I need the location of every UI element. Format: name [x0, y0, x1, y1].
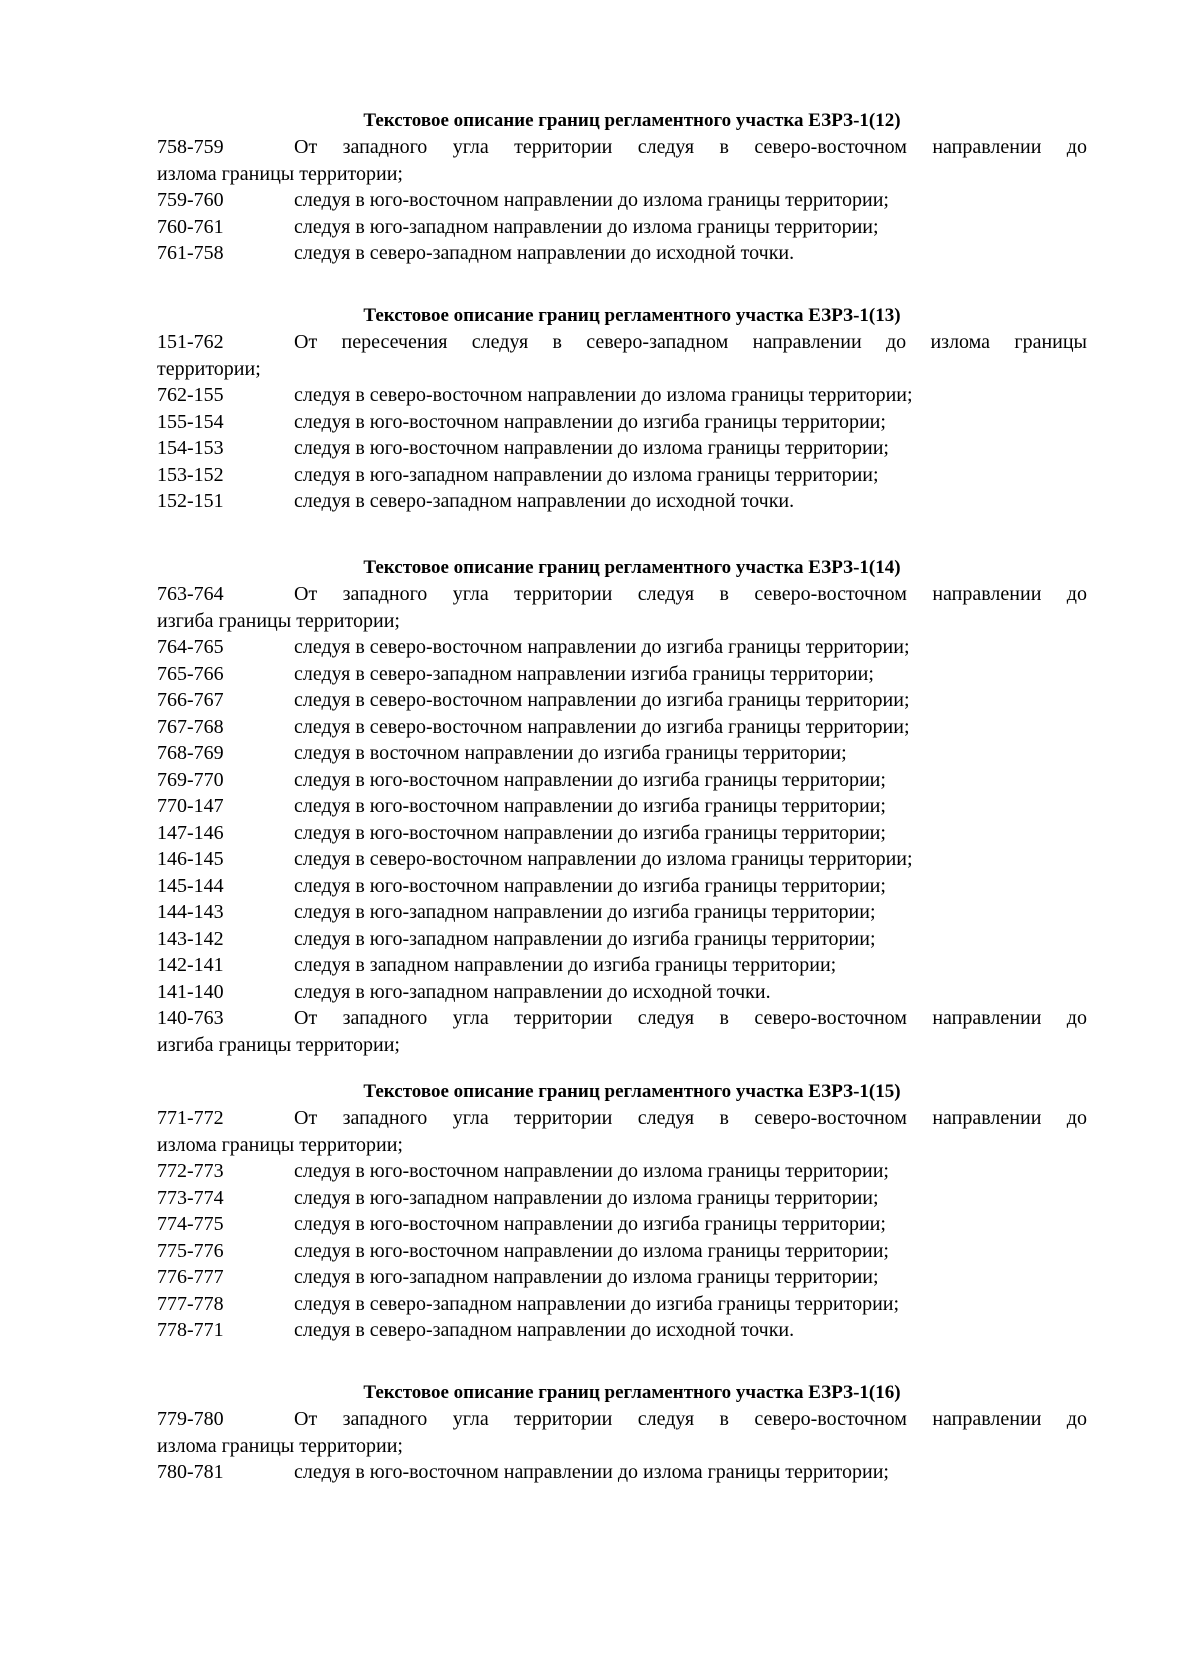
boundary-row: [157, 899, 1087, 926]
boundary-row: [157, 1005, 1087, 1032]
point-range: 142-141: [157, 954, 224, 976]
section-ezrz-1-15: [157, 1078, 1087, 1344]
boundary-description: следуя в юго-западном направлении до исходной точки.: [294, 980, 771, 1003]
point-range: 765-766: [157, 662, 224, 685]
boundary-description: следуя в юго-восточном направлении до излома границы территории;: [294, 1239, 889, 1262]
boundary-row: [157, 462, 1087, 489]
point-range: 145-144: [157, 874, 224, 897]
boundary-description: следуя в юго-восточном направлении до излома границы территории;: [294, 437, 889, 459]
point-range: 771-772: [157, 1107, 224, 1129]
section-heading: Текстовое описание границ регламентного участка ЕЗРЗ-1(13): [363, 305, 901, 326]
boundary-row: [157, 1459, 1087, 1486]
boundary-description-continuation: излома границы территории;: [157, 162, 403, 185]
point-range: 775-776: [157, 1239, 224, 1262]
boundary-description: следуя в северо-западном направлении до исходной точки.: [294, 242, 795, 264]
boundary-row: [157, 634, 1087, 661]
section-ezrz-1-14: [157, 554, 1087, 1058]
boundary-description: От западного угла территории следуя в северо-восточном направлении до: [294, 1007, 1087, 1029]
boundary-row: [157, 435, 1087, 462]
point-range: 780-781: [157, 1461, 224, 1483]
section-heading: Текстовое описание границ регламентного участка ЕЗРЗ-1(12): [363, 110, 901, 131]
point-range: 140-763: [157, 1007, 224, 1029]
boundary-description: От западного угла территории следуя в северо-восточном направлении до: [294, 583, 1087, 605]
boundary-continuation-row: [157, 608, 1087, 635]
boundary-row: [157, 1211, 1087, 1238]
boundary-row: [157, 1105, 1087, 1132]
point-range: 758-759: [157, 136, 224, 158]
point-range: 772-773: [157, 1160, 224, 1182]
boundary-row: [157, 1238, 1087, 1265]
point-range: 154-153: [157, 437, 224, 459]
boundary-description: следуя в северо-восточном направлении до изгиба границы территории;: [294, 715, 910, 738]
boundary-description-continuation: изгиба границы территории;: [157, 609, 400, 632]
section-ezrz-1-13: [157, 302, 1087, 515]
point-range: 762-155: [157, 384, 224, 406]
boundary-description: следуя в юго-западном направлении до изгиба границы территории;: [294, 901, 876, 923]
boundary-row: [157, 1406, 1087, 1433]
boundary-description: следуя в юго-восточном направлении до излома границы территории;: [294, 1160, 889, 1182]
boundary-row: [157, 187, 1087, 214]
point-range: 777-778: [157, 1292, 224, 1315]
boundary-description: следуя в северо-западном направлении до исходной точки.: [294, 1319, 795, 1341]
boundary-row: [157, 873, 1087, 900]
boundary-description: От западного угла территории следуя в северо-восточном направлении до: [294, 1408, 1087, 1430]
section-heading: Текстовое описание границ регламентного участка ЕЗРЗ-1(15): [363, 1081, 901, 1102]
boundary-description: следуя в юго-западном направлении до изгиба границы территории;: [294, 927, 876, 950]
point-range: 761-758: [157, 242, 224, 264]
boundary-description: следуя в северо-западном направлении до исходной точки.: [294, 490, 795, 512]
boundary-description-continuation: излома границы территории;: [157, 1434, 403, 1457]
point-range: 151-762: [157, 331, 224, 353]
boundary-description: следуя в юго-восточном направлении до изгиба границы территории;: [294, 874, 886, 897]
boundary-description: следуя в юго-восточном направлении до изгиба границы территории;: [294, 768, 886, 791]
point-range: 155-154: [157, 410, 224, 433]
point-range: 152-151: [157, 490, 224, 512]
boundary-description: следуя в северо-восточном направлении до изгиба границы территории;: [294, 689, 910, 711]
boundary-description: следуя в северо-восточном направлении до излома границы территории;: [294, 384, 913, 406]
boundary-row: [157, 214, 1087, 241]
boundary-description-continuation: территории;: [157, 357, 261, 380]
boundary-row: [157, 488, 1087, 515]
boundary-description: От пересечения следуя в северо-западном направлении до излома границы: [294, 331, 1087, 353]
boundary-description: следуя в юго-восточном направлении до изгиба границы территории;: [294, 410, 886, 433]
boundary-description: От западного угла территории следуя в северо-восточном направлении до: [294, 136, 1087, 158]
boundary-description-continuation: излома границы территории;: [157, 1133, 403, 1156]
point-range: 147-146: [157, 821, 224, 844]
point-range: 764-765: [157, 636, 224, 658]
point-range: 766-767: [157, 689, 224, 711]
boundary-description: От западного угла территории следуя в северо-восточном направлении до: [294, 1107, 1087, 1129]
boundary-description: следуя в юго-восточном направлении до излома границы территории;: [294, 189, 889, 211]
section-heading: Текстовое описание границ регламентного участка ЕЗРЗ-1(16): [363, 1382, 901, 1403]
boundary-description: следуя в северо-восточном направлении до излома границы территории;: [294, 848, 913, 870]
point-range: 763-764: [157, 583, 224, 605]
boundary-row: [157, 687, 1087, 714]
boundary-row: [157, 661, 1087, 688]
point-range: 759-760: [157, 189, 224, 211]
boundary-continuation-row: [157, 1132, 1087, 1159]
boundary-row: [157, 134, 1087, 161]
boundary-description-continuation: изгиба границы территории;: [157, 1033, 400, 1056]
boundary-row: [157, 329, 1087, 356]
boundary-row: [157, 409, 1087, 436]
point-range: 153-152: [157, 463, 224, 486]
boundary-description: следуя в северо-восточном направлении до изгиба границы территории;: [294, 636, 910, 658]
boundary-description: следуя в юго-западном направлении до излома границы территории;: [294, 463, 879, 486]
boundary-row: [157, 1264, 1087, 1291]
boundary-continuation-row: [157, 356, 1087, 383]
point-range: 767-768: [157, 715, 224, 738]
boundary-description: следуя в юго-восточном направлении до изгиба границы территории;: [294, 1213, 886, 1235]
boundary-description: следуя в восточном направлении до изгиба границы территории;: [294, 742, 847, 764]
boundary-continuation-row: [157, 161, 1087, 188]
point-range: 776-777: [157, 1266, 224, 1288]
point-range: 768-769: [157, 742, 224, 764]
boundary-description: следуя в юго-западном направлении до излома границы территории;: [294, 1186, 879, 1209]
boundary-row: [157, 846, 1087, 873]
boundary-description: следуя в северо-западном направлении до изгиба границы территории;: [294, 1292, 900, 1315]
boundary-description: следуя в юго-восточном направлении до изгиба границы территории;: [294, 821, 886, 844]
boundary-row: [157, 820, 1087, 847]
point-range: 146-145: [157, 848, 224, 870]
point-range: 143-142: [157, 927, 224, 950]
boundary-row: [157, 714, 1087, 741]
boundary-row: [157, 240, 1087, 267]
boundary-description: следуя в юго-западном направлении до излома границы территории;: [294, 1266, 879, 1288]
boundary-row: [157, 382, 1087, 409]
boundary-description: следуя в западном направлении до изгиба границы территории;: [294, 954, 837, 976]
boundary-description: следуя в юго-восточном направлении до излома границы территории;: [294, 1461, 889, 1483]
boundary-row: [157, 952, 1087, 979]
point-range: 778-771: [157, 1319, 224, 1341]
boundary-row: [157, 1158, 1087, 1185]
boundary-continuation-row: [157, 1433, 1087, 1460]
section-ezrz-1-16: [157, 1379, 1087, 1486]
point-range: 760-761: [157, 215, 224, 238]
boundary-row: [157, 581, 1087, 608]
point-range: 773-774: [157, 1186, 224, 1209]
section-heading: Текстовое описание границ регламентного участка ЕЗРЗ-1(14): [363, 557, 901, 578]
point-range: 770-147: [157, 795, 224, 817]
boundary-row: [157, 740, 1087, 767]
boundary-description: следуя в юго-восточном направлении до изгиба границы территории;: [294, 795, 886, 817]
point-range: 144-143: [157, 901, 224, 923]
point-range: 141-140: [157, 980, 224, 1003]
boundary-row: [157, 1185, 1087, 1212]
boundary-continuation-row: [157, 1032, 1087, 1059]
boundary-row: [157, 1317, 1087, 1344]
section-ezrz-1-12: [157, 107, 1087, 267]
point-range: 779-780: [157, 1408, 224, 1430]
boundary-description: следуя в северо-западном направлении изгиба границы территории;: [294, 662, 874, 685]
point-range: 769-770: [157, 768, 224, 791]
point-range: 774-775: [157, 1213, 224, 1235]
boundary-row: [157, 979, 1087, 1006]
boundary-row: [157, 926, 1087, 953]
boundary-row: [157, 793, 1087, 820]
boundary-description: следуя в юго-западном направлении до излома границы территории;: [294, 215, 879, 238]
boundary-row: [157, 767, 1087, 794]
boundary-row: [157, 1291, 1087, 1318]
